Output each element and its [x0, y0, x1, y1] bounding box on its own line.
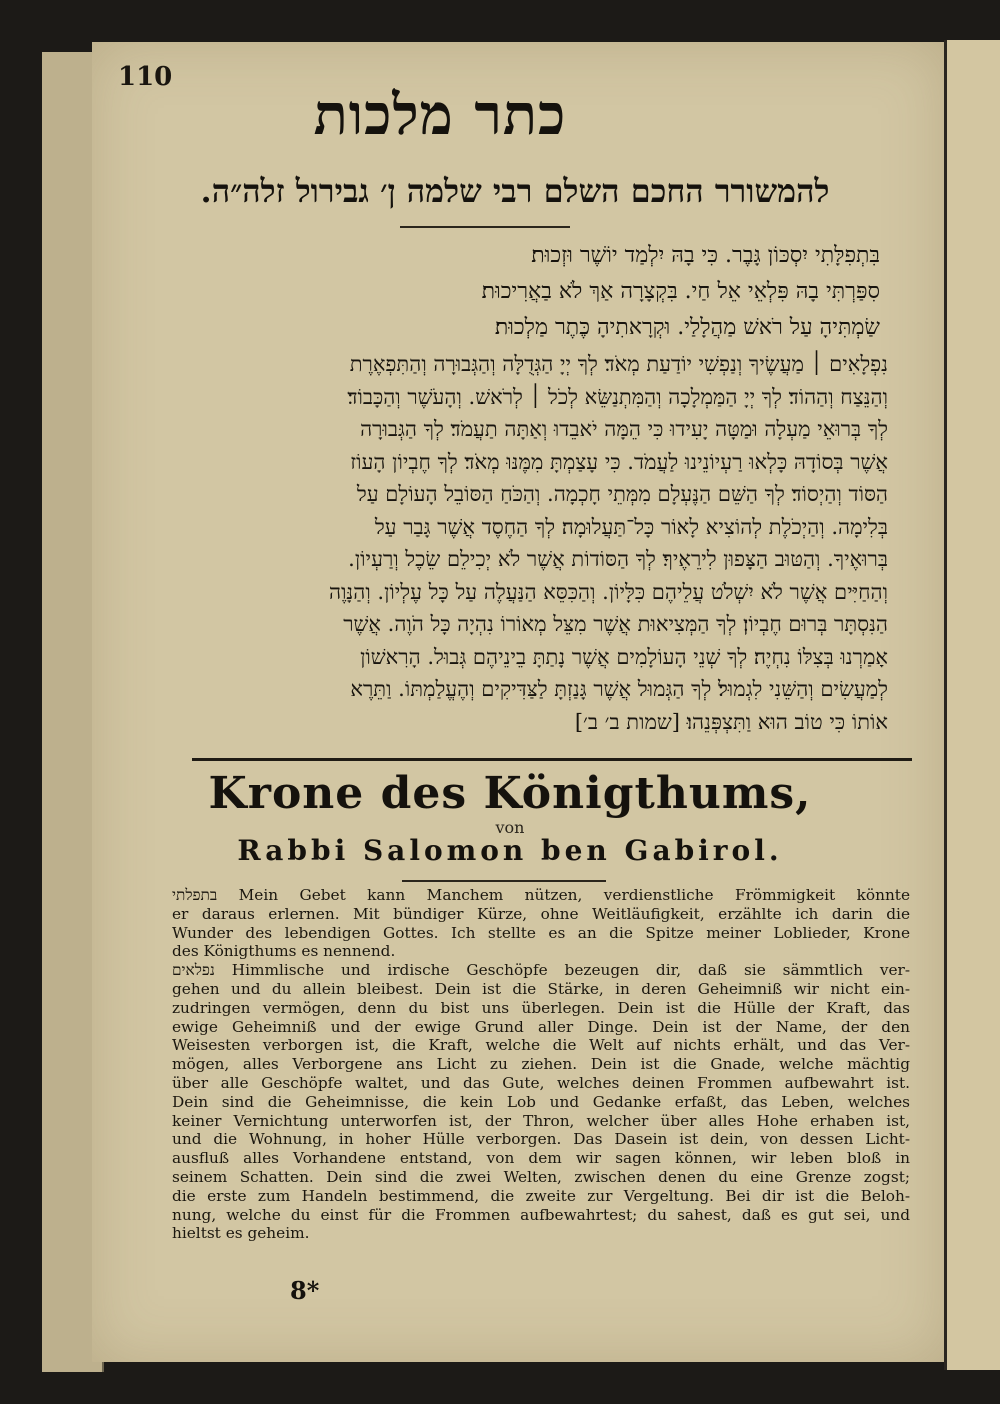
german-author: Rabbi Salomon ben Gabirol.: [237, 834, 783, 867]
hebrew-line: אֲשֶׁר בְּסוֹדָהּ כָּלְאוּ רַעְיוֹנֵינוּ לַעֲמֹד. כִּי עָצַמְתָּ מִמֶּנּוּ מְאֹד׃ לְךָ חֶבְיוֹן הָעוֹז: [350, 449, 888, 474]
hebrew-line: בְּרוּאֶיךָ. וְהַטּוּב הַצָּפוּן לִירֵאֶיךָ׃ לְךָ הַסּוֹדוֹת אֲשֶׁר לֹא יְכִילֵם שֵׂכֶל וְרַעְיוֹן.: [348, 547, 888, 571]
section-divider: [192, 758, 912, 761]
german-line: Wunder des lebendigen Gottes. Ich stellte es an die Spitze meiner Loblieder, Krone: [172, 923, 910, 942]
hebrew-title: כתר מלכות: [313, 82, 567, 148]
hebrew-line: אָמַרְנוּ בְּצִלּוֹ נִחְיֶה׃ לְךָ שְׁנֵי הָעוֹלָמִים אֲשֶׁר נָתַתָּ בֵינֵיהֶם גְּבוּל. הָרִאשׁוֹן: [360, 644, 888, 669]
german-body: [172, 886, 910, 1243]
german-line: nung, welche du einst für die Frommen aufbewahrtest; du sahest, daß es gut sei, und: [172, 1205, 910, 1224]
hebrew-poem: [200, 238, 880, 346]
hebrew-line: אוֹתוֹ כִּי טוֹב הוּא וַתִּצְפְּנֵהוּ׃ [שמות ב׳ ב׳]: [574, 709, 888, 734]
poem-line: שַׂמְתִּיהָ עַל רֹאשׁ מַהֲלָלַי. וּקְרָאתִיהָ כֶּתֶר מַלְכוּת׃: [494, 315, 880, 340]
german-line: gehen und du allein bleibest. Dein ist die Stärke, in deren Geheimniß wir nicht ein-: [172, 979, 910, 998]
page-number: 110: [118, 62, 173, 92]
author-divider: [402, 880, 606, 882]
german-line: hieltst es geheim.: [172, 1224, 310, 1243]
german-title: Krone des Königthums,: [208, 768, 812, 819]
german-line: er daraus erlernen. Mit bündiger Kürze, ohne Weitläufigkeit, erzählte ich darin die: [172, 904, 910, 923]
german-line: die erste zum Handeln bestimmend, die zweite zur Vergeltung. Bei dir ist die Beloh-: [172, 1186, 910, 1205]
hebrew-subtitle: להמשורר החכם השלם רבי שלמה ן׳ גבירול זלה״ה.: [200, 172, 830, 210]
facing-page-edge: [944, 40, 1000, 1370]
german-line: ausfluß alles Vorhandene entstand, von dem wir sagen können, wir leben bloß in: [172, 1149, 910, 1168]
hebrew-line: הַנִּסְתָּר בְּרוּם חֶבְיוֹן׃ לְךָ הַמְּצִיאוּת אֲשֶׁר מִצֵּל מְאוֹרוֹ נִהְיָה כָּל הֹוֶה. אֲשֶׁר: [343, 612, 888, 636]
german-line: mögen, alles Verborgene ans Licht zu ziehen. Dein ist die Gnade, welche mächtig: [172, 1055, 910, 1074]
hebrew-line: וְהַחַיִּים אֲשֶׁר לֹא יִשְׁלֹט עֲלֵיהֶם כִּלָּיוֹן. וְהַכִּסֵּא הַנַּעֲלֶה עַל כָּל עֶלְיוֹן. וְהַנָּוֶה: [328, 579, 888, 604]
german-line: ewige Geheimniß und der ewige Grund aller Dinge. Dein ist der Name, der den: [172, 1017, 910, 1036]
german-line: zudringen vermögen, denn du bist uns überlegen. Dein ist die Hülle der Kraft, das: [172, 998, 910, 1017]
german-line: über alle Geschöpfe waltet, und das Gute, welches deinen Frommen aufbewahrt ist.: [172, 1073, 910, 1092]
poem-line: סִפַּרְתִּי בָהּ פִּלְאֵי אֵל חַי. בִּקְצָרָה אַךְ לֹא בַאֲרִיכוּת׃: [481, 279, 880, 304]
hebrew-line: לְךָ בְּרוּאֵי מַעְלָה וּמַטָּה יָעִידוּ כִּי הֵמָּה יֹאבֵדוּ וְאַתָּה תַעֲמֹד׃ לְךָ הַגְּבוּרָה: [360, 417, 888, 441]
hebrew-line: בְּלִימָה. וְהַיְכֹלֶת לְהוֹצִיא לָאוֹר כָּל־תַּעֲלוּמָה׃ לְךָ הַחֶסֶד אֲשֶׁר גָּבַר עַל: [374, 514, 888, 539]
title-divider: [400, 226, 570, 228]
german-line: keiner Vernichtung unterworfen ist, der Thron, welcher über alles Hohe erhaben ist,: [172, 1111, 910, 1130]
hebrew-line: וְהַנֵּצַח וְהַהוֹד׃ לְךָ יְיָ הַמַּמְלָכָה וְהַמִּתְנַשֵּׂא לְכֹל ׀ לְרֹאשׁ. וְהָעֹשֶׁר וְהַכָּבוֹד׃: [347, 384, 888, 409]
german-line: seinem Schatten. Dein sind die zwei Welten, zwischen denen du eine Grenze zogst;: [172, 1167, 910, 1186]
german-line: נפלאים Himmlische und irdische Geschöpfe bezeugen dir, daß sie sämmtlich ver-: [172, 961, 910, 980]
poem-line: בִּתְפִלָּתִי יִסְכּוֹן גָּבֶר. כִּי בָהּ יִלְמַד יוֹשֶׁר וּזְכוּת׃: [531, 243, 880, 268]
german-von: von: [495, 818, 525, 837]
signature-mark: 8*: [290, 1276, 320, 1305]
hebrew-body: [118, 348, 888, 738]
german-line: und die Wohnung, in hoher Hülle verborgen. Das Dasein ist dein, von dessen Licht-: [172, 1130, 910, 1149]
hebrew-line: נִפְלָאִים ׀ מַעֲשֶׂיךָ וְנַפְשִׁי יוֹדַעַת מְאֹד׃ לְךָ יְיָ הַגְּדֻלָּה וְהַגְּבוּרָה וְהַתִּפְאֶרֶת: [349, 352, 888, 376]
german-line: בתפלתי Mein Gebet kann Manchem nützen, verdienstliche Frömmigkeit könnte: [172, 886, 910, 904]
german-line: Dein sind die Geheimnisse, die kein Lob und Gedanke erfaßt, das Leben, welches: [172, 1092, 910, 1111]
german-line: Weisesten verborgen ist, die Kraft, welche die Welt auf nichts erhält, und das Ver-: [172, 1036, 910, 1055]
hebrew-line: הַסּוֹד וְהַיְסוֹד׃ לְךָ הַשֵּׁם הַנֶּעְלָם מִמְּתֵי חָכְמָה. וְהַכֹּחַ הַסּוֹבֵל הָעוֹלָם עַל: [356, 482, 888, 506]
german-line: des Königthums es nennend.: [172, 942, 396, 961]
hebrew-line: לְמַעֲשִׂים וְהַשֵּׁנִי לִגְמוּל׃ לְךָ הַגְּמוּל אֲשֶׁר גָּנַזְתָּ לַצַּדִּיקִים וְהֶעֱלַמְתּוֹ. וַתֵּרֶא: [350, 677, 888, 701]
